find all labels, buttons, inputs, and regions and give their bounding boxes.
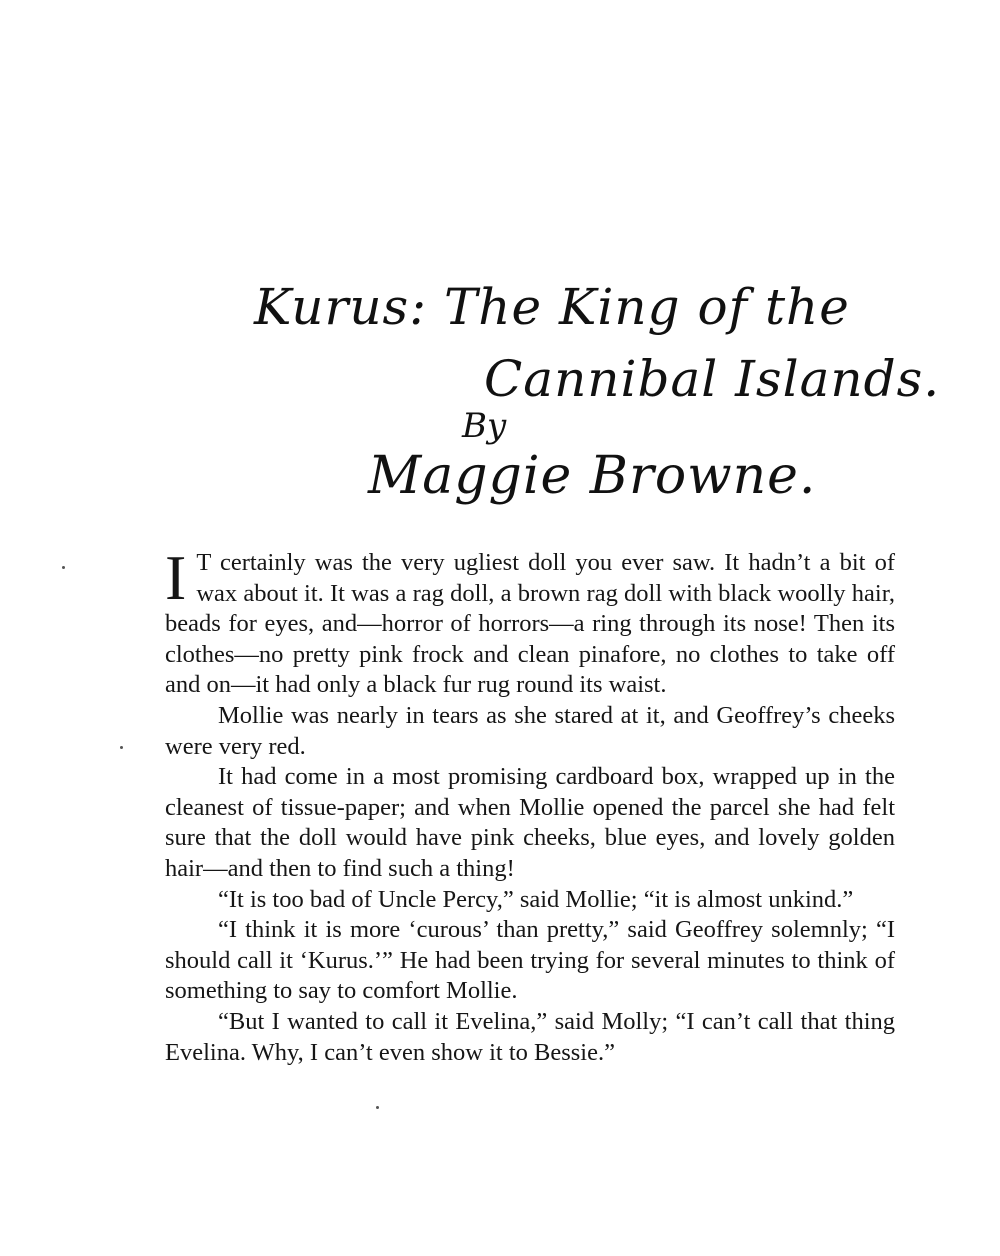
- title-line-2: Cannibal Islands.: [484, 350, 941, 408]
- paragraph-6: “But I wanted to call it Evelina,” said Molly; “I can’t call that thing Evelina. Why, I can’t even show it to Bessie.”: [165, 1007, 895, 1066]
- title-line-1: Kurus: The King of the: [254, 278, 850, 336]
- story-text: [165, 542, 895, 1068]
- byline-by: By: [462, 406, 507, 446]
- print-speck: [62, 566, 65, 569]
- print-speck: [120, 746, 123, 749]
- author-name: Maggie Browne.: [368, 446, 817, 506]
- paragraph-2: Mollie was nearly in tears as she stared at it, and Geoffrey’s cheeks were very red.: [165, 701, 895, 760]
- hand-lettered-title: [240, 268, 941, 518]
- print-speck: [376, 1106, 379, 1109]
- paragraph-4: “It is too bad of Uncle Percy,” said Mollie; “it is almost unkind.”: [218, 885, 854, 913]
- drop-cap: I: [165, 542, 187, 613]
- paragraph-1-text: T certainly was the very ugliest doll you ever saw. It hadn’t a bit of wax about it. It was a rag doll, a brown rag doll with black woolly hair, beads for eyes, and—horror of horrors—a ring through its nose! Then its clothes—no pretty pink frock and clean pinafore, no clothes to take off and on—it had only a black fur rug round its waist.: [165, 549, 895, 699]
- paragraph-3: It had come in a most promising cardboard box, wrapped up in the cleanest of tissue-paper; and when Mollie opened the parcel she had felt sure that the doll would have pink cheeks, blue eyes, and lovely golden hair—and then to find such a thing!: [165, 763, 895, 882]
- paragraph-5: “I think it is more ‘curous’ than pretty,” said Geoffrey solemnly; “I should call it ‘Kurus.’” He had been trying for several minutes to think of something to say to comfort Mollie.: [165, 916, 895, 1005]
- paragraph-1: [165, 542, 895, 701]
